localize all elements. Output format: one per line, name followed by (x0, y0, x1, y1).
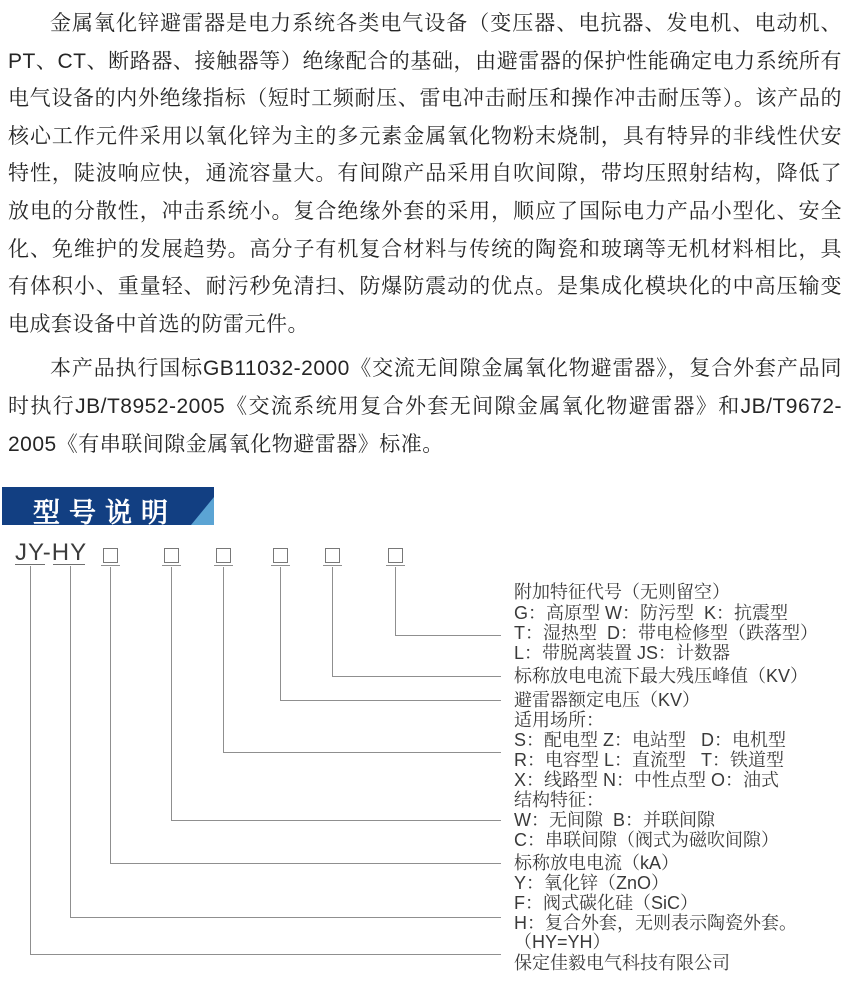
diagram-label: 适用场所： (514, 710, 604, 730)
model-code-placeholder-box (325, 548, 340, 563)
model-code-placeholder-box (103, 548, 118, 563)
leader-line-box6 (395, 567, 501, 636)
diagram-label: S：配电型 Z：电站型 D：电机型 (514, 730, 787, 750)
diagram-label: 避雷器额定电压（KV） (514, 690, 701, 710)
model-code-placeholder-box (164, 548, 179, 563)
underline-hy (53, 564, 85, 565)
model-code-placeholder-box (216, 548, 231, 563)
model-code-prefix: JY-HY (15, 539, 88, 566)
diagram-label: （HY=YH） (514, 932, 611, 952)
diagram-label: T：湿热型 D：带电检修型（跌落型） (514, 623, 818, 643)
diagram-label: C：串联间隙（阀式为磁吹间隙） (514, 830, 779, 850)
diagram-label: F：阀式碳化硅（SiC） (514, 893, 698, 913)
diagram-label: L：带脱离装置 JS：计数器 (514, 643, 731, 663)
diagram-label-company: 保定佳毅电气科技有限公司 (514, 953, 730, 973)
intro-paragraph-2: 本产品执行国标GB11032-2000《交流无间隙金属氧化物避雷器》，复合外套产品同时执行JB/T8952-2005《交流系统用复合外套无间隙金属氧化物避雷器》和JB/T9672-2005《有串联间隙金属氧化物避雷器》标准。 (8, 357, 842, 456)
model-code-placeholder-box (388, 548, 403, 563)
diagram-label: 附加特征代号（无则留空） (514, 582, 730, 602)
intro-paragraph-1: 金属氧化锌避雷器是电力系统各类电气设备（变压器、电抗器、发电机、电动机、PT、CT、断路器、接触器等）绝缘配合的基础，由避雷器的保护性能确定电力系统所有电气设备的内外绝缘指标（短时工频耐压、雷电冲击耐压和操作冲击耐压等）。该产品的核心工作元件采用以氧化锌为主的多元素金属氧化物粉末烧制，具有特异的非线性伏安特性，陡波响应快，通流容量大。有间隙产品采用自吹间隙，带均压照射结构，降低了放电的分散性，冲击系统小。复合绝缘外套的采用，顺应了国际电力产品小型化、安全化、免维护的发展趋势。高分子有机复合材料与传统的陶瓷和玻璃等无机材料相比，具有体积小、重量轻、耐污秒免清扫、防爆防震动的优点。是集成化模块化的中高压输变电成套设备中首选的防雷元件。 (8, 12, 842, 336)
section-title: 型号说明 (33, 498, 177, 528)
diagram-label: 标称放电电流下最大残压峰值（KV） (514, 666, 809, 686)
diagram-label: X：线路型 N：中性点型 O：油式 (514, 770, 780, 790)
diagram-label: H：复合外套，无则表示陶瓷外套。 (514, 913, 797, 933)
diagram-label: 标称放电电流（kA） (514, 853, 680, 873)
diagram-label: R：电容型 L：直流型 T：铁道型 (514, 750, 785, 770)
section-header-banner (2, 487, 214, 528)
diagram-label: W：无间隙 B：并联间隙 (514, 810, 715, 830)
underline-jy (15, 564, 45, 565)
diagram-label: G：高原型 W：防污型 K：抗震型 (514, 603, 788, 623)
diagram-label: Y：氧化锌（ZnO） (514, 873, 670, 893)
model-code-placeholder-box (273, 548, 288, 563)
diagram-label: 结构特征： (514, 790, 604, 810)
intro-text-block (8, 5, 842, 463)
